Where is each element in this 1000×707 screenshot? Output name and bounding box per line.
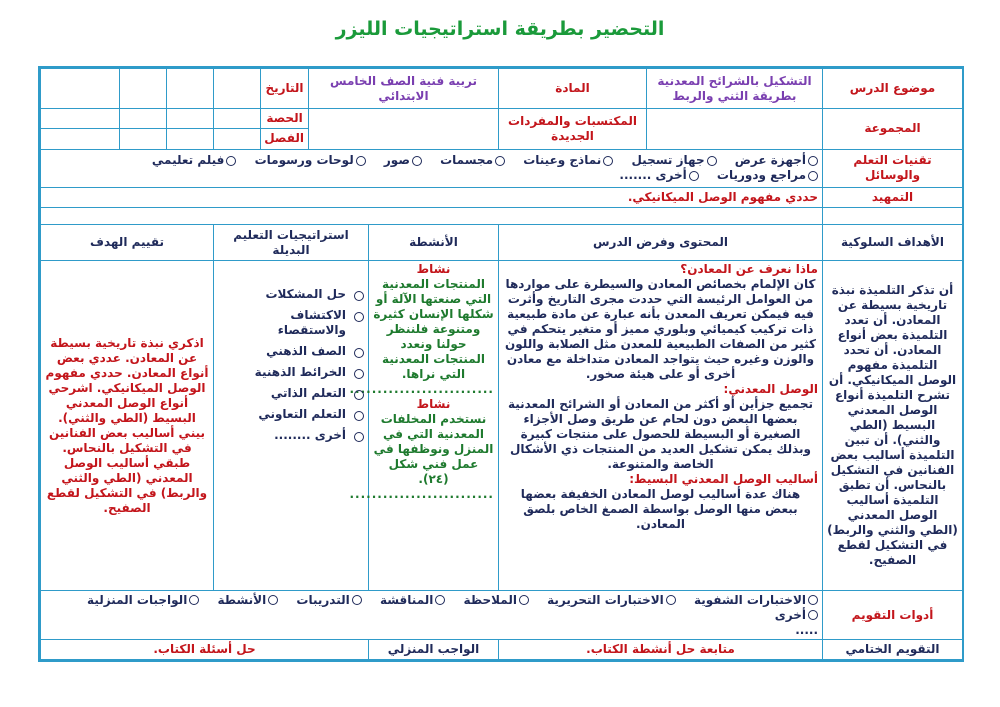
column-header-strategies: استراتيجيات التعليم البديلة — [214, 225, 369, 261]
period-label: الحصة — [261, 109, 309, 129]
radio-icon — [519, 595, 529, 605]
subject-value: تربية فنية الصف الخامس الابتدائي — [309, 69, 499, 109]
objectives-text: أن تذكر التلميذة نبذة تاريخية بسيطة عن المعادن. أن تعدد التلميذة بعض أنواع المعادن. أن تحدد التلميذة مفهوم الوصل الميكانيكي. أن تشرح التلميذة أنواع الوصل المعدني البسيط (الطي والثني). أن تبين التلميذة أساليب بعض الفنانين في التشكيل بالنحاس. أن تطبق التلميذة أساليب الوصل المعدني (الطي والثني والربط) في التشكيل لقطع الصفيح. — [823, 261, 963, 591]
radio-icon — [354, 312, 364, 322]
strategy-option[interactable] — [218, 308, 364, 338]
activity-title: نشاط — [416, 262, 451, 277]
final-value: متابعة حل أنشطة الكتاب. — [499, 639, 823, 659]
date-cell-1[interactable] — [214, 69, 261, 109]
activity-text: المنتجات المعدنية التي صنعتها الآلة أو شكلها الإنسان كثيرة ومتنوعة فلننظر حولنا ونعدد المنتجات المعدنية التي نراها. — [373, 277, 494, 382]
homework-value: حل أسئلة الكتاب. — [41, 639, 369, 659]
resource-option[interactable] — [735, 153, 818, 168]
option-label: الواجبات المنزلية — [87, 592, 188, 607]
activity-separator: .......................... — [349, 382, 494, 397]
radio-icon — [707, 156, 717, 166]
column-header-activities: الأنشطة — [369, 225, 499, 261]
tool-option[interactable] — [775, 608, 818, 623]
content-paragraph: كان الإلمام بخصائص المعادن والسيطرة على مواردها من العوامل الرئيسة التي حددت مجرى التاريخ وأثرت فيه فيمكن تعريف المعدن بأنه عبارة عن مادة طبيعية ذات تركيب كيميائي وبلوري مميز أو متغير يتحكم في كثير من الصفات الطبيعية للمعدن مثل الصلابة واللون والوزن وغيره حيث يتواجد المعادن متداخلة مع معادن أخرى أو على هيئة صخور. — [505, 277, 816, 382]
radio-icon — [354, 411, 364, 421]
radio-icon — [268, 595, 278, 605]
resource-option[interactable] — [152, 153, 237, 168]
tool-option[interactable] — [547, 593, 676, 608]
radio-icon — [808, 171, 818, 181]
column-header-objectives: الأهداف السلوكية — [823, 225, 963, 261]
tool-option[interactable] — [380, 593, 445, 608]
spacer-cell — [823, 207, 963, 224]
content-paragraph: تجميع جزأين أو أكثر من المعادن أو الشرائح المعدنية بعضها البعض دون لحام عن طريق وصل الأجزاء الصغيرة أو البسيطة للحصول على منتجات كبيرة وبذلك يمكن تشكيل العديد من المنتجات ذي الأشكال الخاصة والمتنوعة. — [507, 397, 814, 472]
resource-option[interactable] — [255, 153, 366, 168]
date-cell-4[interactable] — [41, 69, 120, 109]
radio-icon — [689, 171, 699, 181]
strategy-option[interactable] — [218, 287, 364, 302]
option-label: صور — [383, 153, 410, 168]
option-label: المناقشة — [379, 592, 434, 607]
tool-option[interactable] — [296, 593, 361, 608]
radio-icon — [808, 595, 818, 605]
radio-icon — [352, 595, 362, 605]
date-label: التاريخ — [261, 69, 309, 109]
period-cell-3[interactable] — [120, 109, 167, 129]
class-cell-2[interactable] — [167, 129, 214, 149]
vocab-value[interactable] — [309, 109, 499, 149]
spacer-cell — [41, 207, 823, 224]
radio-icon — [666, 595, 676, 605]
resource-option[interactable] — [523, 153, 613, 168]
option-label: مجسمات — [440, 153, 494, 168]
radio-icon — [808, 610, 818, 620]
period-cell-4[interactable] — [41, 109, 120, 129]
radio-icon — [354, 369, 364, 379]
strategy-option[interactable] — [218, 407, 364, 422]
content-cell — [499, 261, 823, 591]
option-label: نماذج وعينات — [523, 153, 602, 168]
content-heading: أساليب الوصل المعدني البسيط: — [629, 472, 818, 487]
radio-icon — [495, 156, 505, 166]
radio-icon — [354, 390, 364, 400]
tools-label: أدوات التقويم — [823, 591, 963, 639]
radio-icon — [603, 156, 613, 166]
period-cell-1[interactable] — [214, 109, 261, 129]
option-label: أخرى — [774, 607, 806, 622]
radio-icon — [356, 156, 366, 166]
radio-icon — [412, 156, 422, 166]
assessment-text: اذكري نبذة تاريخية بسيطة عن المعادن. عددي بعض أنواع المعادن. حددي مفهوم الوصل الميكانيكي. اشرحي أنواع الوصل المعدني البسيط (الطي والثني). بيني أساليب بعض الفنانين في التشكيل بالنحاس. طبقي أساليب الوصل المعدني (الطي والثني والربط) في التشكيل لقطع الصفيح. — [41, 261, 214, 591]
option-label: مراجع ودوريات — [716, 168, 806, 183]
strategy-label: أخرى ........ — [274, 428, 346, 443]
strategy-option[interactable] — [218, 428, 364, 443]
resource-option[interactable] — [631, 153, 716, 168]
intro-label: التمهيد — [823, 187, 963, 207]
strategies-cell — [214, 261, 369, 591]
option-label: الاختبارات التحريرية — [547, 592, 664, 607]
resources-options — [41, 149, 823, 187]
option-label: أخرى ....... — [619, 168, 687, 183]
resource-option[interactable] — [717, 168, 818, 183]
activity-separator: .......................... — [349, 487, 494, 502]
radio-icon — [354, 348, 364, 358]
option-label: لوحات ورسومات — [254, 153, 354, 168]
date-cell-2[interactable] — [167, 69, 214, 109]
lesson-plan-table — [40, 68, 963, 660]
class-cell-4[interactable] — [41, 129, 120, 149]
topic-label: موضوع الدرس — [823, 69, 963, 109]
vocab-label: المكتسبات والمفردات الجديدة — [499, 109, 647, 149]
subject-label: المادة — [499, 69, 647, 109]
period-cell-2[interactable] — [167, 109, 214, 129]
tools-options — [41, 591, 823, 639]
resource-option[interactable] — [384, 153, 422, 168]
option-label: أجهزة عرض — [734, 153, 806, 168]
activities-cell — [349, 261, 499, 591]
tool-option[interactable] — [464, 593, 529, 608]
activity-text: نستخدم المخلفات المعدنية التي في المنزل ونوظفها في عمل فني شكل (٢٤). — [373, 412, 494, 487]
group-value[interactable] — [647, 109, 823, 149]
page-title: التحضير بطريقة استراتيجيات الليزر — [335, 18, 665, 40]
tool-option[interactable] — [218, 593, 279, 608]
topic-value: التشكيل بالشرائح المعدنية بطريقة الثني والربط — [647, 69, 823, 109]
intro-text: حددي مفهوم الوصل الميكانيكي. — [41, 187, 823, 207]
class-cell-1[interactable] — [214, 129, 261, 149]
option-label: جهاز تسجيل — [631, 153, 705, 168]
date-cell-3[interactable] — [120, 69, 167, 109]
strategy-option[interactable] — [218, 365, 364, 380]
option-label: الأنشطة — [217, 592, 267, 607]
tools-dots: ..... — [795, 622, 818, 637]
radio-icon — [354, 291, 364, 301]
resource-option[interactable] — [440, 153, 505, 168]
activity-title: نشاط — [416, 397, 451, 412]
column-header-content: المحتوى وفرض الدرس — [499, 225, 823, 261]
radio-icon — [189, 595, 199, 605]
resources-label: تقنيات التعلم والوسائل — [823, 149, 963, 187]
strategy-option[interactable] — [218, 344, 364, 359]
final-label: التقويم الختامي — [823, 639, 963, 659]
strategy-label: التعلم الذاتي — [270, 386, 346, 401]
radio-icon — [226, 156, 236, 166]
strategy-option[interactable] — [218, 386, 364, 401]
content-heading: الوصل المعدني: — [723, 382, 818, 397]
option-label: الاختبارات الشفوية — [693, 592, 806, 607]
strategy-label: الصف الذهني — [266, 344, 346, 359]
radio-icon — [808, 156, 818, 166]
group-label: المجموعة — [823, 109, 963, 149]
option-label: فيلم تعليمي — [151, 153, 225, 168]
option-label: التدريبات — [296, 592, 350, 607]
strategy-label: حل المشكلات — [265, 287, 346, 302]
resource-option[interactable] — [619, 168, 698, 183]
strategy-label: الخرائط الذهنية — [254, 365, 346, 380]
class-cell-3[interactable] — [120, 129, 167, 149]
strategy-label: التعلم التعاوني — [258, 407, 346, 422]
class-label: الفصل — [261, 129, 309, 149]
content-heading: ماذا نعرف عن المعادن؟ — [680, 262, 818, 277]
strategy-label: الاكتشاف والاستقصاء — [277, 308, 346, 338]
radio-icon — [354, 432, 364, 442]
radio-icon — [435, 595, 445, 605]
column-header-assessment: تقييم الهدف — [41, 225, 214, 261]
option-label: الملاحظة — [463, 592, 517, 607]
content-paragraph: هناك عدة أساليب لوصل المعادن الخفيفة بعضها ببعض منها الوصل بواسطة الصمغ الخاص بلصق المعادن. — [520, 487, 801, 532]
tool-option[interactable] — [87, 593, 199, 608]
tool-option[interactable] — [694, 593, 818, 608]
homework-label: الواجب المنزلي — [369, 639, 499, 659]
